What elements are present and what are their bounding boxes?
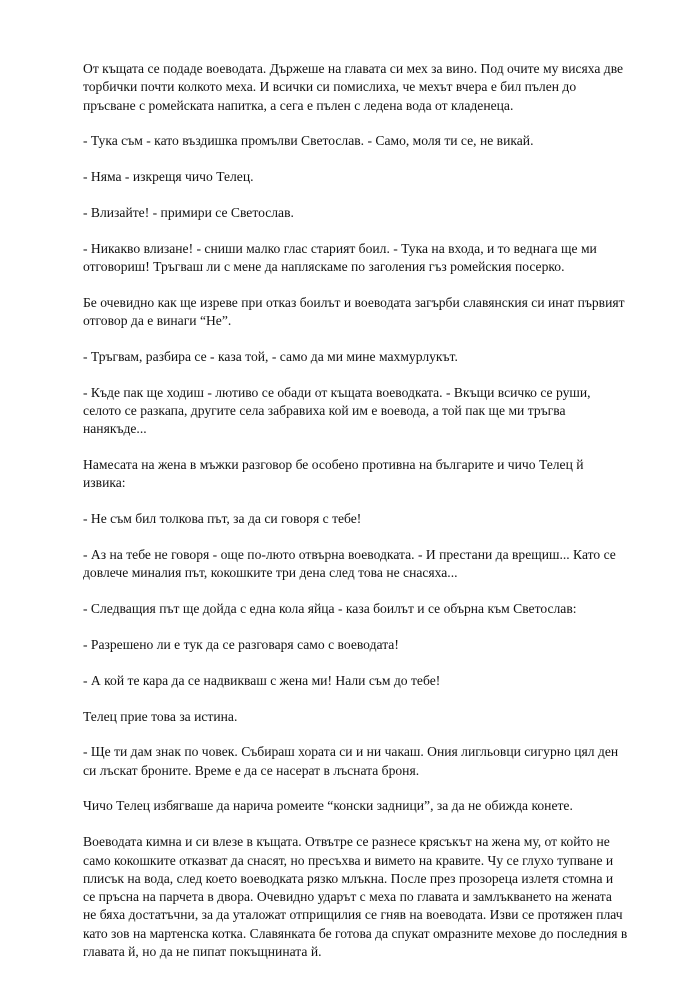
paragraph-6: Бе очевидно как ще изреве при отказ боилът и воеводата загърби славянския си инат първият отговор да е винаги “Не”. [83, 294, 625, 329]
paragraph-9: Намесата на жена в мъжки разговор бе особено противна на българите и чичо Телец й извика: [83, 457, 584, 491]
paragraph-15: Телец прие това за истина. [83, 708, 238, 724]
paragraph-12: - Следващия път ще дойда с една кола яйца - каза боилът и се обърна към Светослав: [83, 601, 577, 617]
paragraph-17: Чичо Телец избягваше да нарича ромеите “конски задници”, за да не обижда конете. [83, 798, 573, 814]
paragraph-3: - Няма - изкрещя чичо Телец. [83, 169, 254, 185]
document-body [83, 60, 628, 979]
paragraph-1: От къщата се подаде воеводата. Държеше на главата си мех за вино. Под очите му висяха две торбички почти колкото меха. И всички си помислиха, че мехът вчера е бил пълен до пръсване с ромейската напитка, а сега е пълен с ледена вода от кладенеца. [83, 61, 624, 113]
paragraph-5: - Никакво влизане! - сниши малко глас старият боил. - Тука на входа, и то веднага ще ми отговориш! Тръгваш ли с мене да напляскаме по заголения гъз ромейския посерко. [83, 240, 597, 275]
paragraph-8: - Къде пак ще ходиш - лютиво се обади от къщата воеводката. - Вкъщи всичко се руши, селото се разкапа, другите села забравиха кой им е воевода, а той пак ще ми тръгва нанякъде... [83, 384, 591, 437]
paragraph-10: - Не съм бил толкова път, за да си говоря с тебе! [83, 511, 362, 527]
paragraph-2: - Тука съм - като въздишка промълви Светослав. - Само, моля ти се, не викай. [83, 133, 534, 149]
paragraph-18: Воеводата кимна и си влезе в къщата. Отвътре се разнесе крясъкът на жена му, от който не само кокошките отказват да снасят, но пресъхва и вимето на кравите. Чу се глухо тупване и плисък на вода, след което воеводката рязко млъкна. После през прозореца излетя стомна и се пръсна на парчета в двора. Очевидно ударът с меха по главата и замлъкването на жената не бяха достатъчни, за да уталожат отприщилия се гняв на воеводата. Изви се протяжен плач като зов на мартенска котка. Славянката бе готова да спукат омразните мехове до последния в главата й, но да не пипат покъщнината й. [83, 834, 628, 959]
paragraph-11: - Аз на тебе не говоря - още по-лютo отвърна воеводката. - И престани да врещиш... Като се довлече миналия път, кокошките три дена след това не снасяха... [83, 547, 616, 581]
paragraph-7: - Тръгвам, разбира се - каза той, - само да ми мине махмурлукът. [83, 348, 458, 364]
paragraph-4: - Влизайте! - примири се Светослав. [83, 204, 294, 220]
paragraph-13: - Разрешено ли е тук да се разговаря само с воеводата! [83, 636, 399, 652]
paragraph-16: - Ще ти дам знак по човек. Събираш хората си и ни чакаш. Ония лигльовци сигурно цял ден си лъскат броните. Време е да се насерат в лъсната броня. [83, 744, 619, 778]
paragraph-14: - А кой те кара да се надвикваш с жена ми! Нали съм до тебе! [83, 672, 441, 688]
